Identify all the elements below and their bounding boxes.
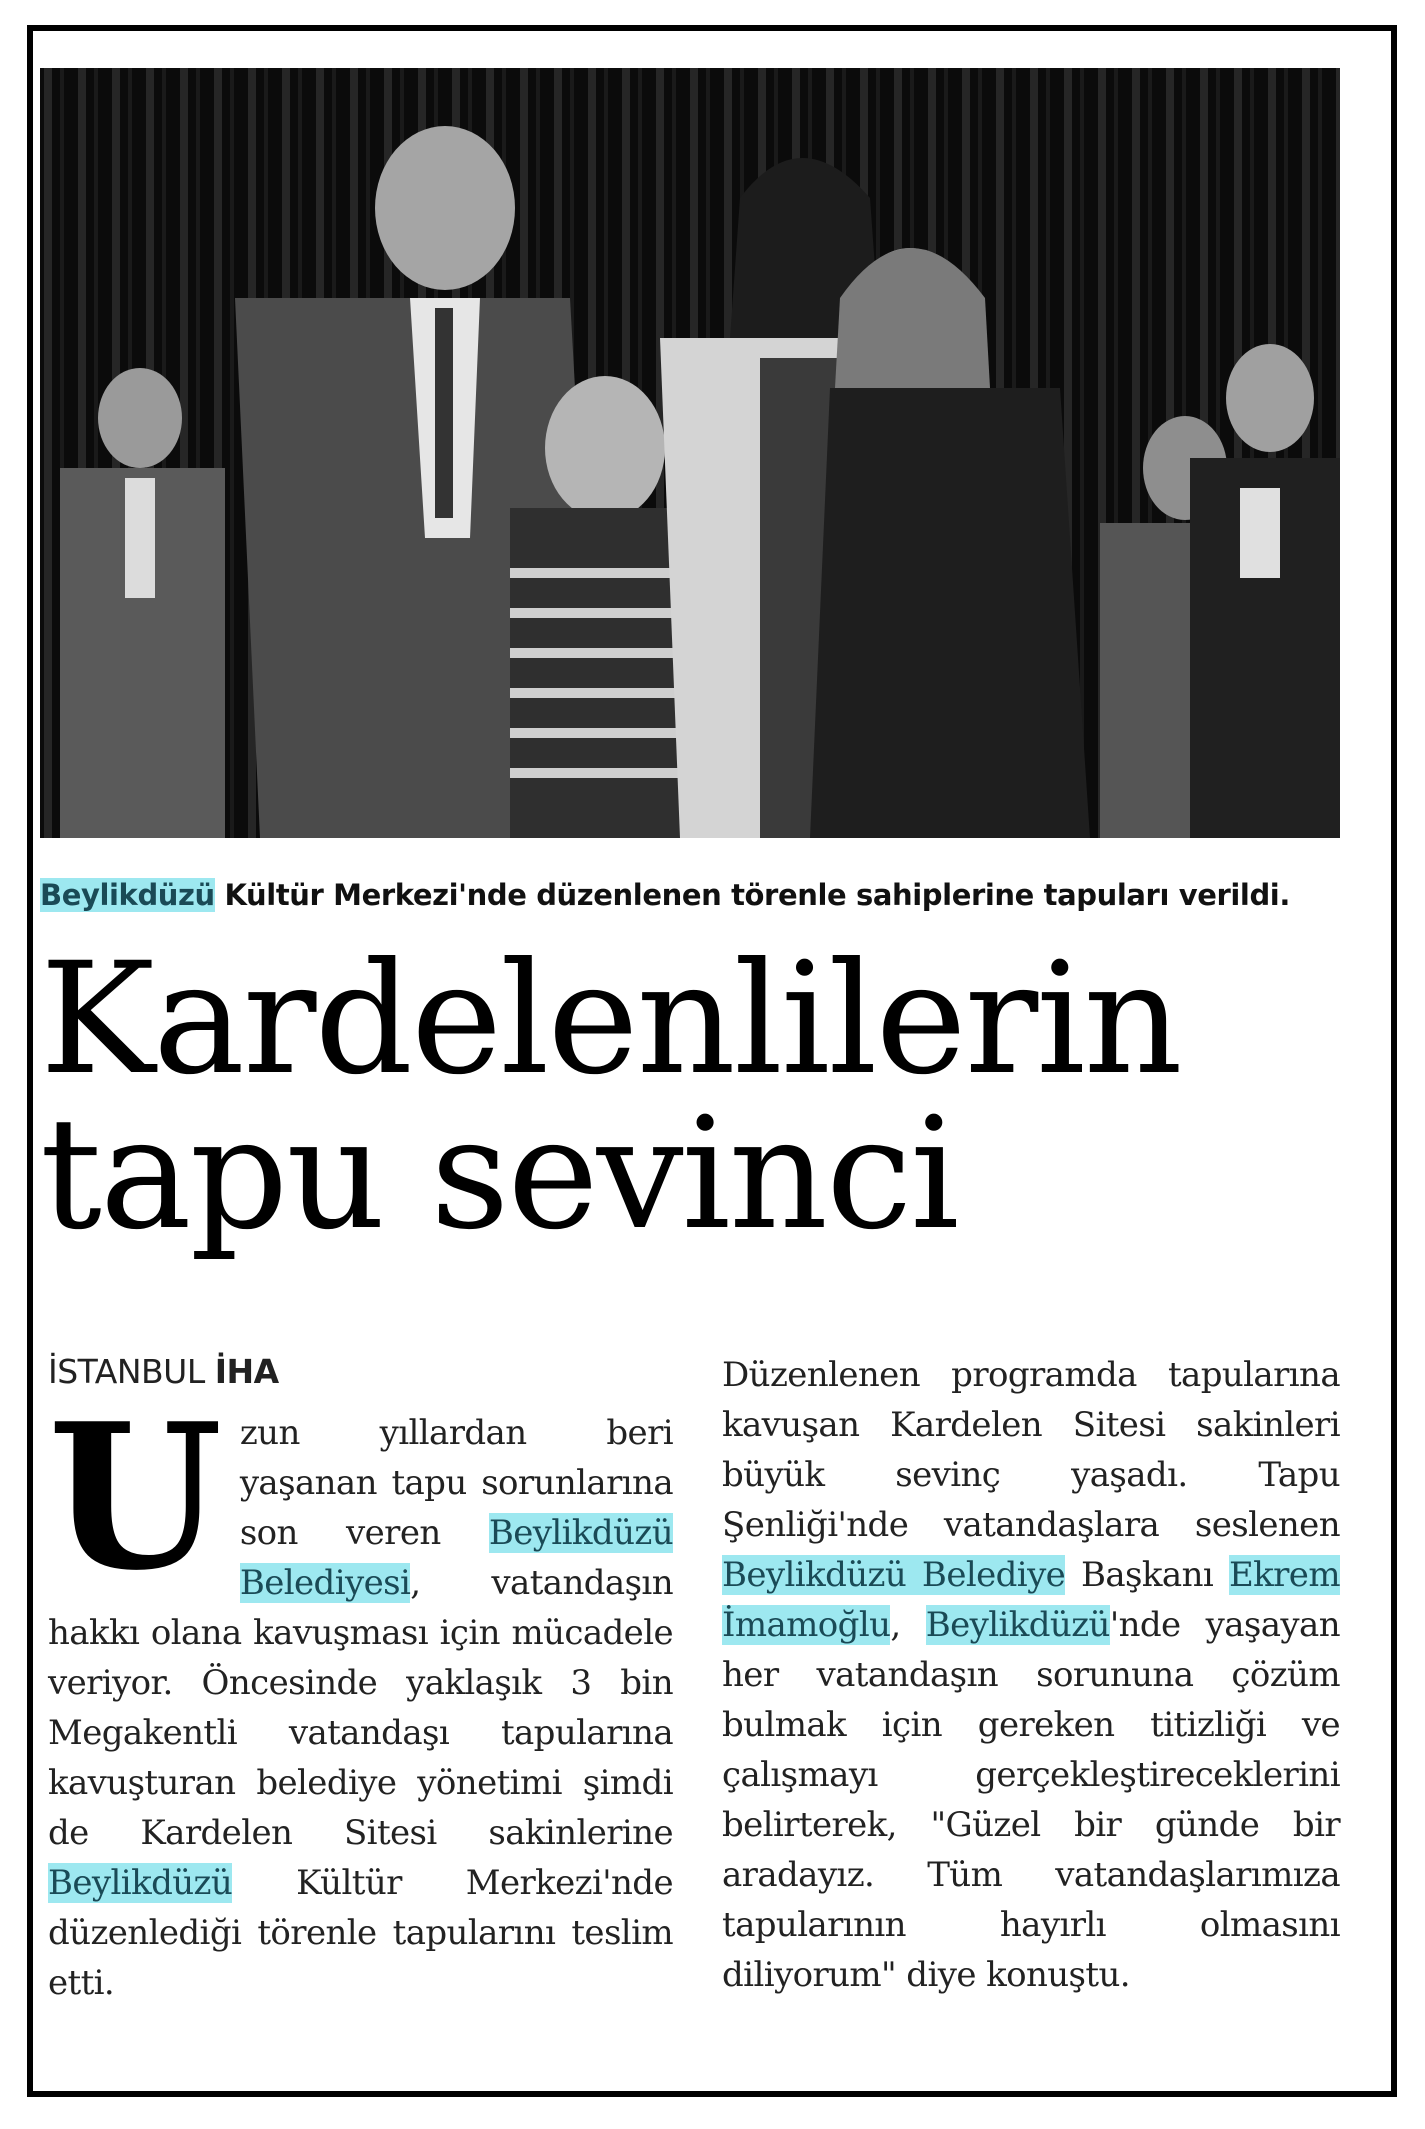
article-highlight: Beylikdüzü Belediyesi	[239, 1513, 673, 1603]
headline-line-1: Kardelenlilerin	[40, 930, 1181, 1109]
drop-cap: U	[48, 1380, 222, 1615]
headline	[40, 930, 1360, 1264]
article-highlight: Ekrem İmamoğlu	[722, 1555, 1340, 1645]
article-column-left	[48, 1380, 673, 2008]
article-text: Düzenlenen programda tapularına kavuşan Kardelen Sitesi sakinleri büyük sevinç yaşadı. Tapu Şenliği'nde vatandaşlara seslenen	[722, 1355, 1340, 1545]
article-highlight: Beylikdüzü	[925, 1605, 1110, 1645]
article-text: 'nde yaşayan her vatandaşın sorununa çözüm bulmak için gereken titizliği ve çalışmayı gerçekleştireceklerini belirterek, "Güzel bir günde bir aradayız. Tüm vatandaşlarımıza tapularının hayırlı olmasını diliyorum" diye konuştu.	[722, 1605, 1341, 1995]
article-text: zun yıllardan beri yaşanan tapu sorunlarına son veren	[239, 1413, 673, 1553]
article-text: , vatandaşın hakkı olana kavuşması için mücadele veriyor. Öncesinde yaklaşık 3 bin Megakentli vatandaşı tapularına kavuşturan belediye yönetimi şimdi de Kardelen Sitesi sakinlerine	[48, 1563, 673, 1853]
article-text: Başkanı	[1065, 1555, 1229, 1595]
caption-text: Kültür Merkezi'nde düzenlenen törenle sahiplerine tapuları verildi.	[214, 878, 1290, 912]
photo-icon	[40, 68, 1340, 838]
headline-line-2: tapu sevinci	[40, 1085, 958, 1264]
article-highlight: Beylikdüzü	[48, 1863, 233, 1903]
article-column-right	[722, 1350, 1340, 2000]
news-photo	[40, 68, 1340, 838]
article-highlight: Beylikdüzü Belediye	[722, 1555, 1066, 1595]
article-text: ,	[890, 1605, 926, 1645]
caption-highlight: Beylikdüzü	[40, 878, 215, 912]
byline-city: İSTANBUL	[48, 1352, 205, 1391]
photo-caption	[40, 878, 1360, 912]
byline-agency: İHA	[214, 1352, 279, 1391]
article-text: Kültür Merkezi'nde düzenlediği törenle tapularını teslim etti.	[48, 1863, 673, 2003]
